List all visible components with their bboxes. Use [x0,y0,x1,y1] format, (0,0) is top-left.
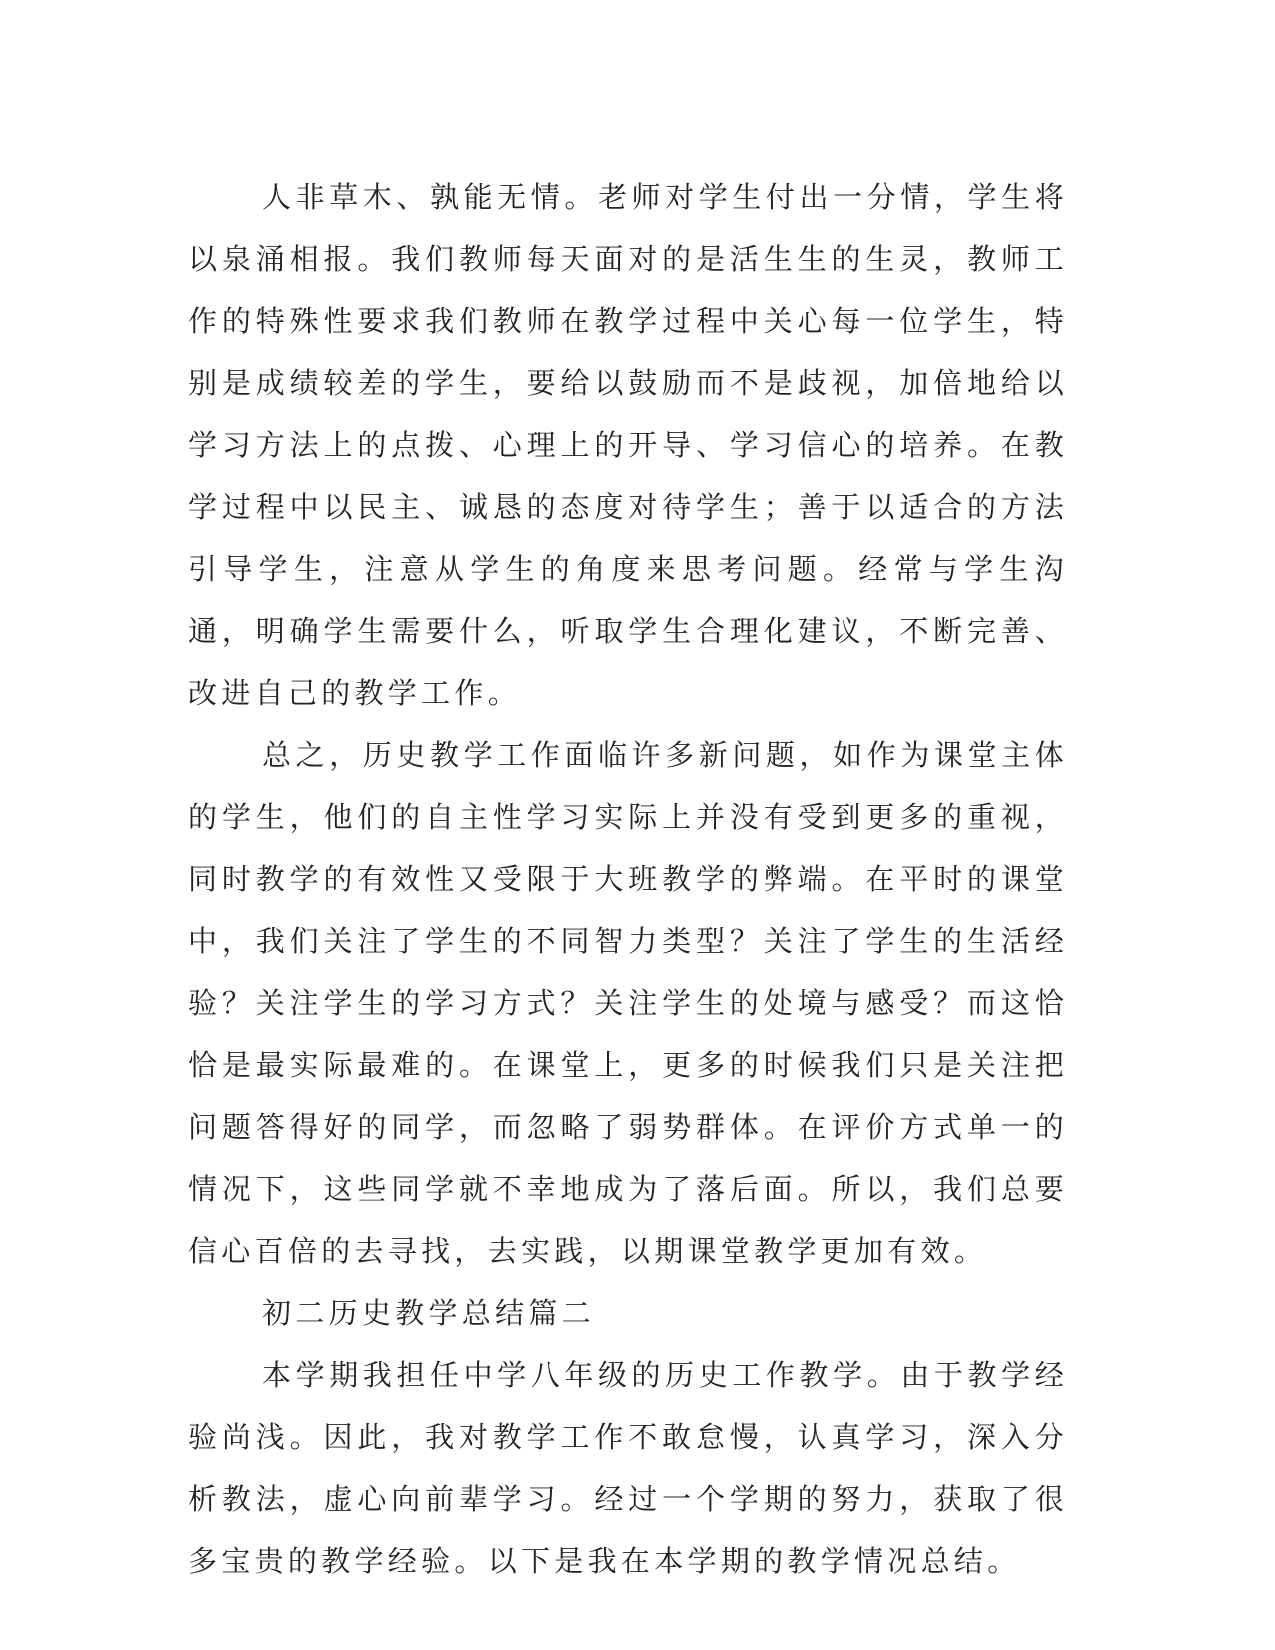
paragraph-summary: 总之，历史教学工作面临许多新问题，如作为课堂主体的学生，他们的自主性学习实际上并没有受到更多的重视，同时教学的有效性又受限于大班教学的弊端。在平时的课堂中，我们关注了学生的不同智力类型？关注了学生的生活经验？关注学生的学习方式？关注学生的处境与感受？而这恰恰是最实际最难的。在课堂上，更多的时候我们只是关注把问题答得好的同学，而忽略了弱势群体。在评价方式单一的情况下，这些同学就不幸地成为了落后面。所以，我们总要信心百倍的去寻找，去实践，以期课堂教学更加有效。 [188,738,1068,1268]
paragraph-semester-intro: 本学期我担任中学八年级的历史工作教学。由于教学经验尚浅。因此，我对教学工作不敢怠慢，认真学习，深入分析教法，虚心向前辈学习。经过一个学期的努力，获取了很多宝贵的教学经验。以下是我在本学期的教学情况总结。 [188,1358,1068,1578]
paragraph-care-for-students: 人非草木、孰能无情。老师对学生付出一分情，学生将以泉涌相报。我们教师每天面对的是活生生的生灵，教师工作的特殊性要求我们教师在教学过程中关心每一位学生，特别是成绩较差的学生，要给以鼓励而不是歧视，加倍地给以学习方法上的点拨、心理上的开导、学习信心的培养。在教学过程中以民主、诚恳的态度对待学生；善于以适合的方法引导学生，注意从学生的角度来思考问题。经常与学生沟通，明确学生需要什么，听取学生合理化建议，不断完善、改进自己的教学工作。 [188,180,1068,710]
document-body [188,166,1068,1592]
section-title: 初二历史教学总结篇二 [262,1296,596,1330]
